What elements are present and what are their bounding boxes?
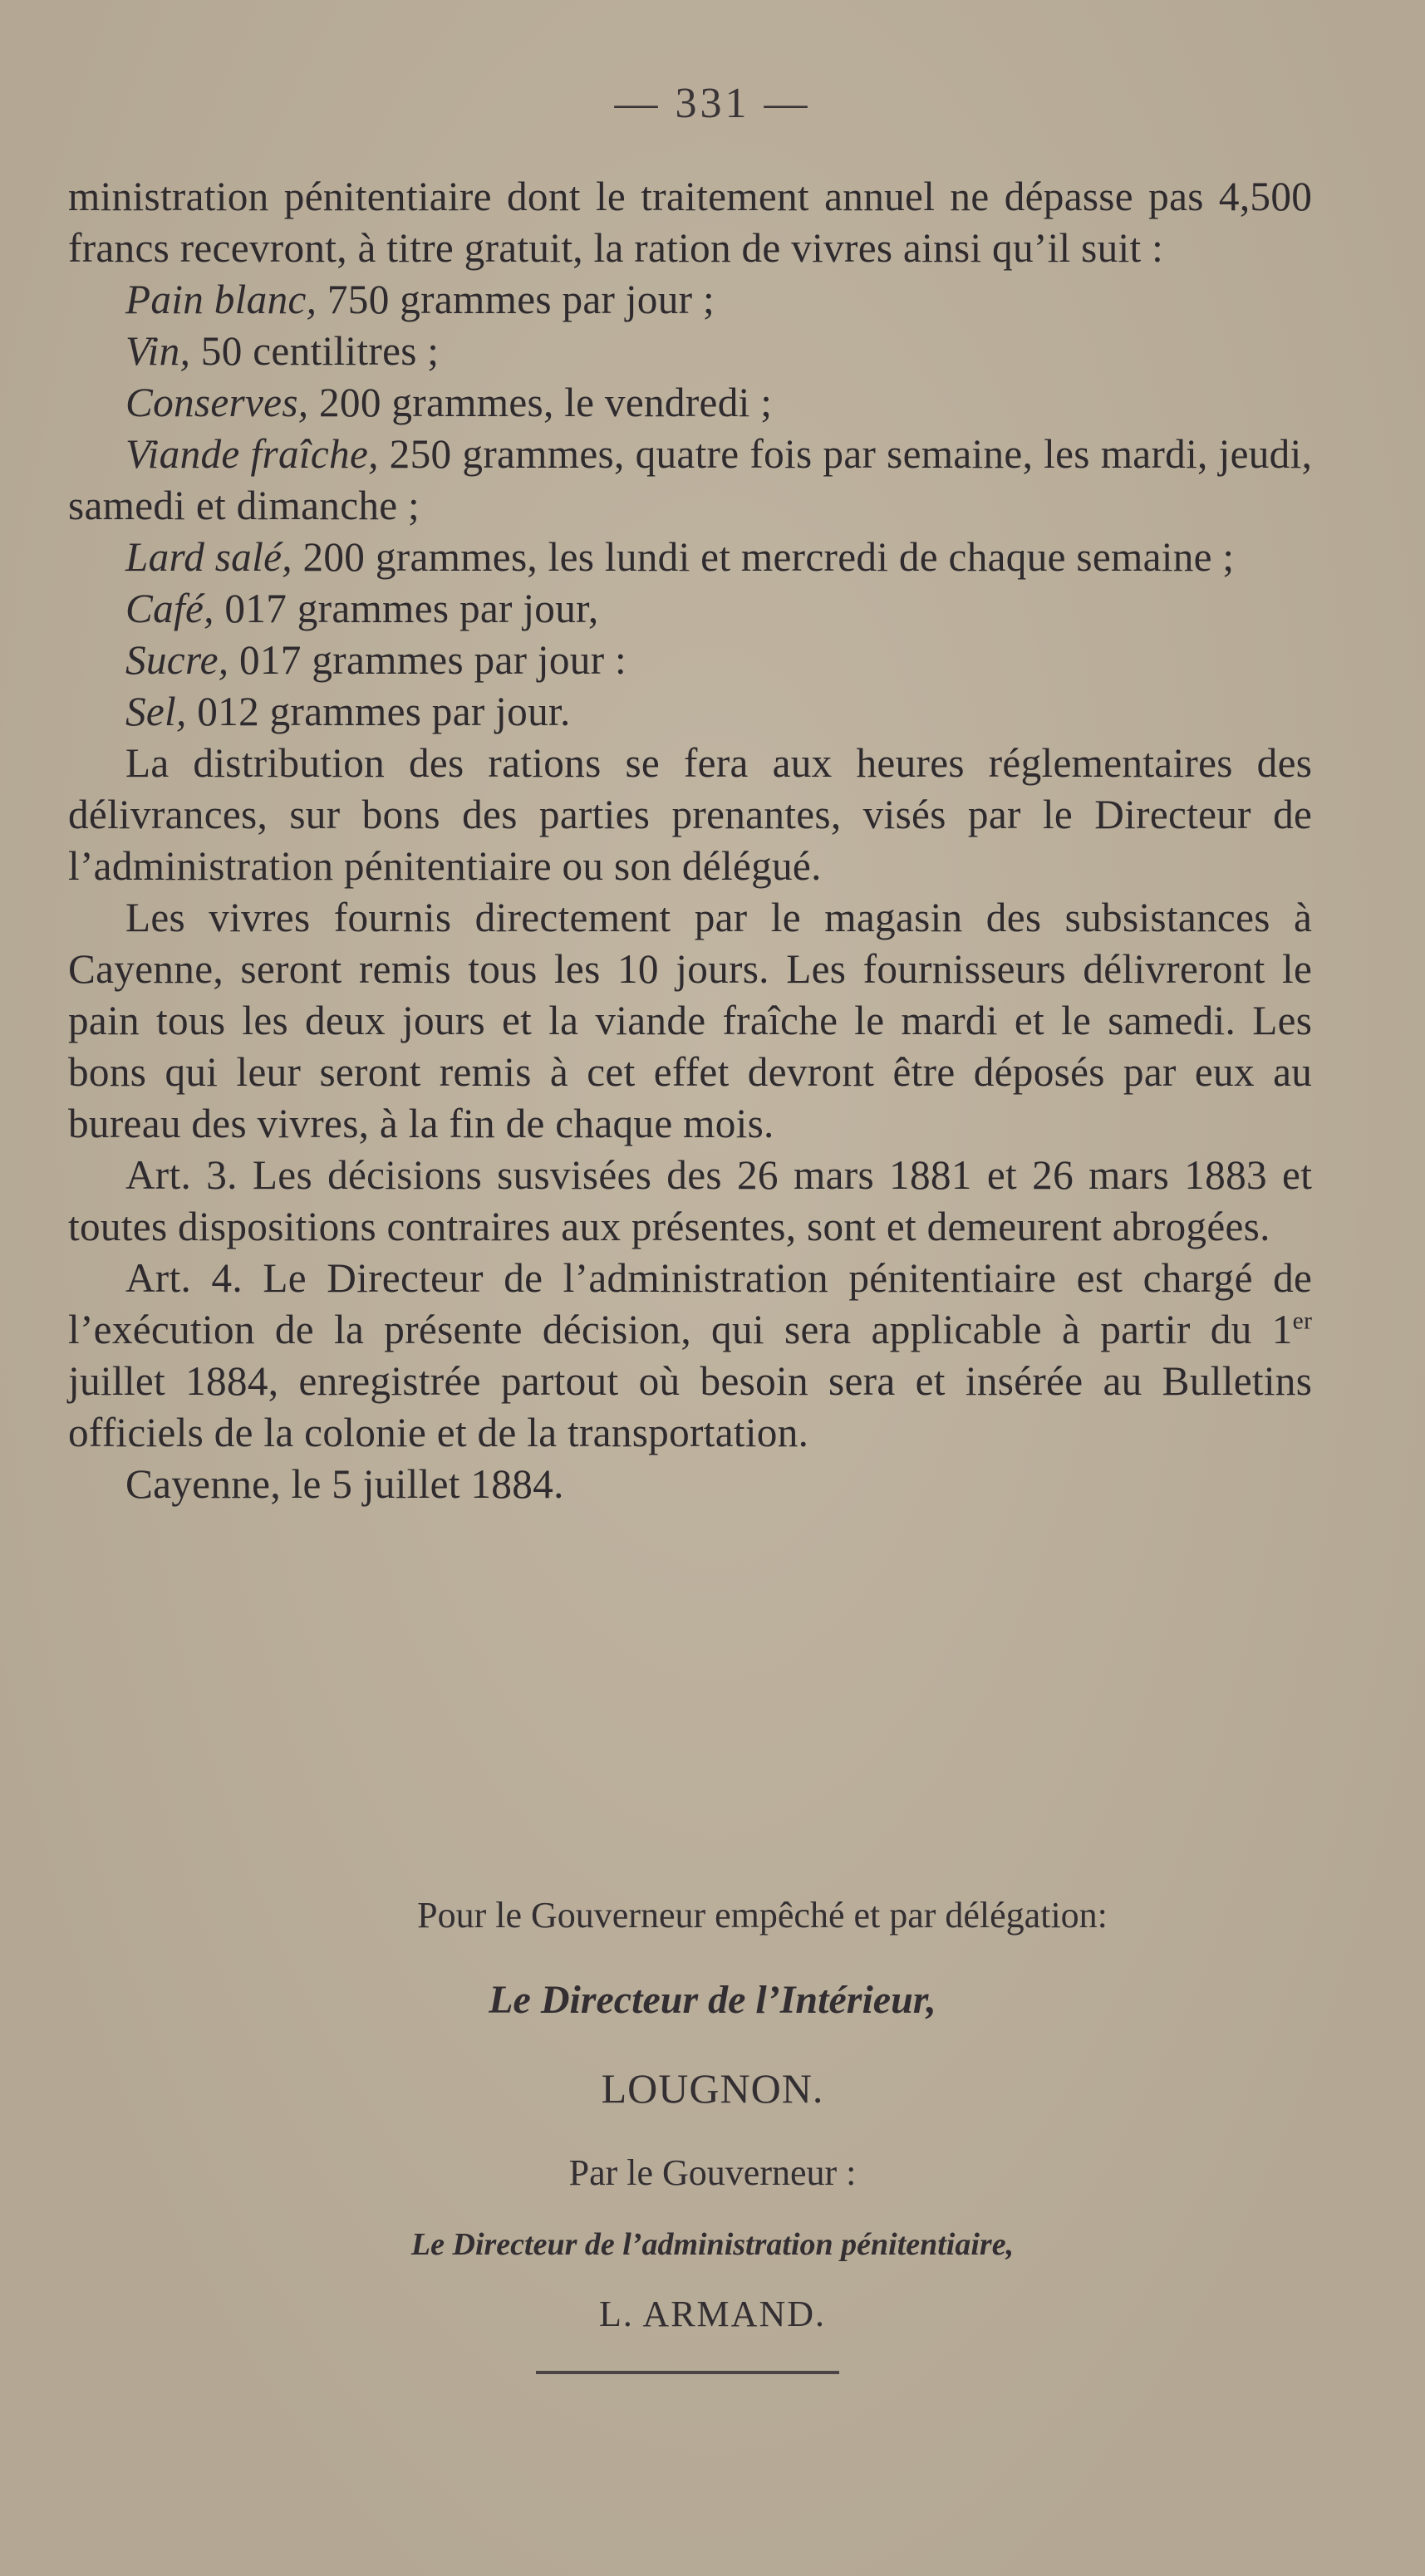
main-text: [68, 170, 1312, 1509]
ration-item-name: Vin,: [125, 327, 191, 374]
ration-item: [68, 531, 1312, 582]
vivres-paragraph: Les vivres fournis directement par le magasin des subsistances à Cayenne, seront remis tous les 10 jours. Les fournisseurs délivreront le pain tous les deux jours et la viande fraîche le mardi et le samedi. Les bons qui leur seront remis à cet effet devront être déposés par eux au bureau des vivres, à la fin de chaque mois.: [68, 894, 1313, 1146]
ration-item: [68, 685, 1312, 737]
director-penitentiary-title: Le Directeur de l’administration pénitentiaire,: [410, 2227, 1015, 2262]
superscript-er: er: [1292, 1307, 1313, 1335]
ration-item-detail: 250 grammes, quatre fois par semaine, les mardi, jeudi, samedi et dimanche ;: [68, 430, 1313, 528]
ration-item-detail: 50 centilitres ;: [190, 327, 440, 374]
date-line: Cayenne, le 5 juillet 1884.: [125, 1460, 564, 1507]
ration-item-detail: 012 grammes par jour.: [186, 688, 571, 734]
ration-item-name: Conserves,: [125, 379, 309, 425]
ration-item-name: Pain blanc,: [125, 276, 317, 322]
article-4-text-start: Art. 4. Le Directeur de l’administration pénitentiaire est chargé de l’exécution de la présente décision, qui sera applicable à partir du 1: [68, 1254, 1313, 1352]
ration-list: [68, 273, 1312, 737]
par-le-gouverneur: Par le Gouverneur :: [568, 2152, 857, 2193]
ration-item: [68, 634, 1312, 685]
ration-item-name: Café,: [125, 585, 214, 631]
signatory-lougnon: LOUGNON.: [601, 2065, 824, 2112]
delegation-line: Pour le Gouverneur empêché et par délégation:: [417, 1895, 1108, 1936]
ration-item-name: Sel,: [125, 688, 187, 734]
ration-item: [68, 376, 1312, 428]
ration-item: [68, 428, 1312, 531]
article-4-paragraph: [68, 1252, 1312, 1458]
ration-item: [68, 582, 1312, 634]
ration-item-detail: 750 grammes par jour ;: [317, 276, 715, 322]
distribution-paragraph: La distribution des rations se fera aux heures réglementaires des délivrances, sur bons des parties prenantes, visés par le Directeur de l’administration pénitentiaire ou son délégué.: [68, 739, 1313, 889]
ration-item-name: Sucre,: [125, 636, 229, 683]
ration-item-detail: 200 grammes, les lundi et mercredi de chaque semaine ;: [292, 533, 1235, 580]
ration-item-detail: 200 grammes, le vendredi ;: [308, 379, 773, 425]
ration-item: [68, 325, 1312, 376]
ration-item: [68, 273, 1312, 325]
signatory-armand: L. ARMAND.: [598, 2294, 827, 2334]
ration-item-name: Viande fraîche,: [125, 430, 379, 477]
ration-item-name: Lard salé,: [125, 533, 292, 580]
intro-paragraph: ministration pénitentiaire dont le traitement annuel ne dépasse pas 4,500 francs recevront, à titre gratuit, la ration de vivres ainsi qu’il suit :: [68, 173, 1313, 271]
article-4-text-end: juillet 1884, enregistrée partout où besoin sera et insérée au Bulletins officiels de la colonie et de la transportation.: [68, 1357, 1313, 1455]
ration-item-detail: 017 grammes par jour :: [228, 636, 627, 683]
director-interior-title: Le Directeur de l’Intérieur,: [489, 1978, 936, 2022]
page-number: — 331 —: [614, 80, 811, 127]
closing-rule: [536, 2371, 839, 2374]
article-3-paragraph: Art. 3. Les décisions susvisées des 26 mars 1881 et 26 mars 1883 et toutes dispositions contraires aux présentes, sont et demeurent abrogées.: [68, 1151, 1313, 1249]
ration-item-detail: 017 grammes par jour,: [214, 585, 599, 631]
